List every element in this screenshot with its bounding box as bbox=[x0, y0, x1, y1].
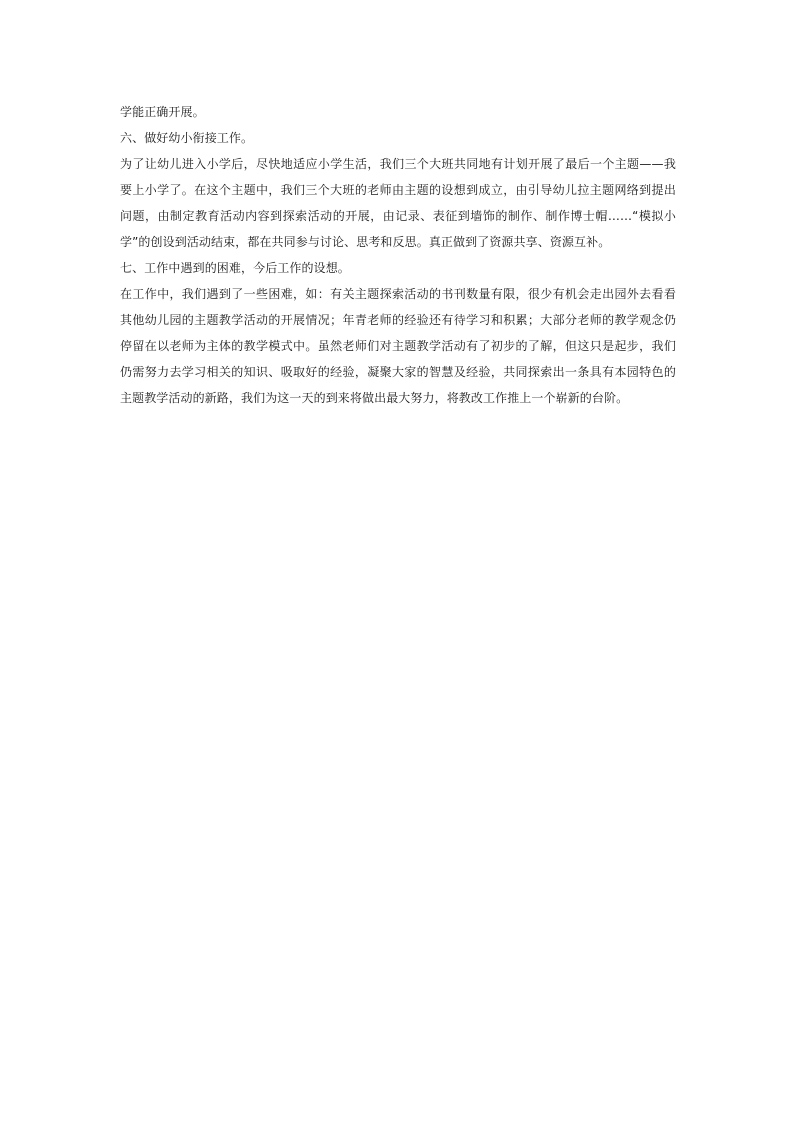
paragraph-transition-work: 为了让幼儿进入小学后，尽快地适应小学生活，我们三个大班共同地有计划开展了最后一个主题——我要上小学了。在这个主题中，我们三个大班的老师由主题的设想到成立，由引导幼儿拉主题网络到提出问题，由制定教育活动内容到探索活动的开展，由记录、表征到墙饰的制作、制作博士帽……“模拟小学”的创设到活动结束，都在共同参与讨论、思考和反思。真正做到了资源共享、资源互补。 bbox=[120, 157, 676, 249]
paragraph-continuation: 学能正确开展。 bbox=[120, 105, 205, 119]
section-heading-seven: 七、工作中遇到的困难，今后工作的设想。 bbox=[120, 261, 350, 275]
document-body bbox=[120, 99, 676, 411]
section-heading-six: 六、做好幼小衔接工作。 bbox=[120, 131, 254, 145]
paragraph-difficulties: 在工作中，我们遇到了一些困难，如：有关主题探索活动的书刊数量有限，很少有机会走出园外去看看其他幼儿园的主题教学活动的开展情况；年青老师的经验还有待学习和积累；大部分老师的教学观念仍停留在以老师为主体的教学模式中。虽然老师们对主题教学活动有了初步的了解，但这只是起步，我们仍需努力去学习相关的知识、吸取好的经验，凝聚大家的智慧及经验，共同探索出一条具有本园特色的主题教学活动的新路，我们为这一天的到来将做出最大努力，将教改工作推上一个崭新的台阶。 bbox=[120, 287, 676, 405]
